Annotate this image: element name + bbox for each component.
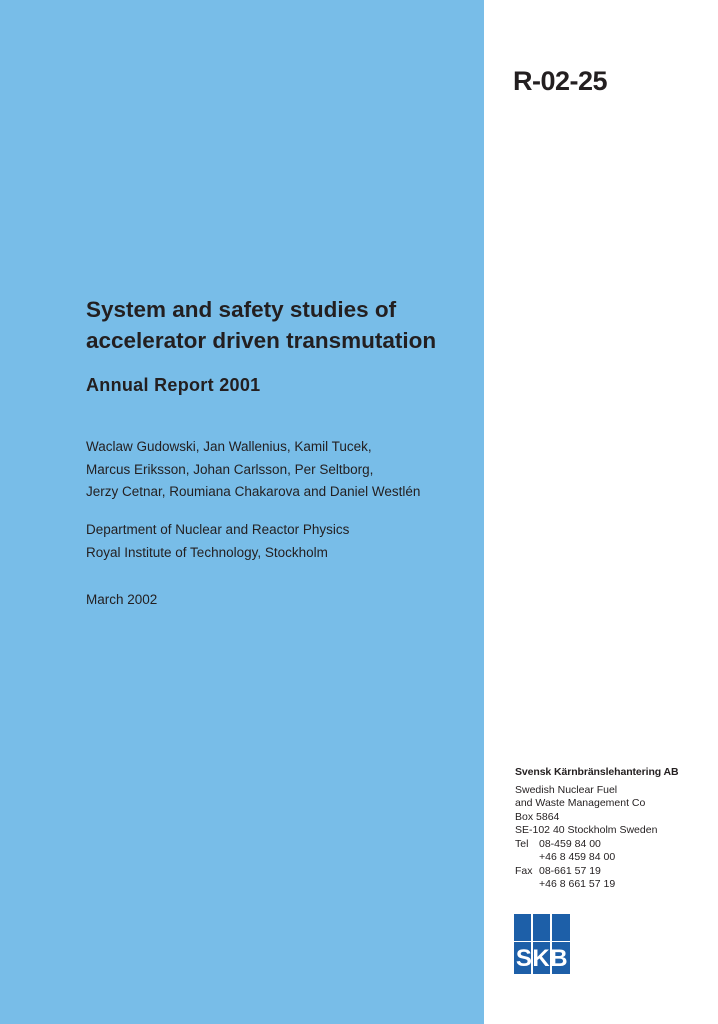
author-list [86, 436, 476, 504]
affiliation [86, 519, 349, 564]
tel-number: 08-459 84 00 [539, 837, 601, 850]
fax-row [515, 865, 679, 879]
publisher-contact-block [515, 766, 679, 892]
fax-label: Fax [515, 864, 533, 877]
report-number: R-02-25 [513, 66, 608, 96]
publisher-line: Swedish Nuclear Fuel [515, 783, 618, 796]
author-line: Waclaw Gudowski, Jan Wallenius, Kamil Tucek, [86, 439, 372, 454]
affiliation-line: Department of Nuclear and Reactor Physics [86, 522, 350, 537]
affiliation-line: Royal Institute of Technology, Stockholm [86, 544, 328, 560]
publication-date: March 2002 [86, 592, 158, 607]
tel-intl-row [515, 851, 679, 865]
author-line: Marcus Eriksson, Johan Carlsson, Per Seltborg, [86, 461, 374, 477]
skb-logo-text: SKB [515, 945, 569, 972]
tel-label: Tel [515, 837, 529, 850]
fax-intl-number: +46 8 661 57 19 [539, 878, 616, 890]
report-title [86, 294, 476, 356]
skb-logo [514, 914, 570, 974]
author-line: Jerzy Cetnar, Roumiana Chakarova and Daniel Westlén [86, 484, 421, 499]
tel-intl-number: +46 8 459 84 00 [539, 851, 616, 863]
publisher-line: Box 5864 [515, 810, 560, 823]
publisher-address: SE-102 40 Stockholm Sweden [515, 824, 658, 836]
publisher-name: Svensk Kärnbränslehantering AB [515, 766, 679, 778]
report-subtitle: Annual Report 2001 [86, 375, 261, 395]
fax-number: 08-661 57 19 [539, 864, 601, 877]
tel-row [515, 838, 679, 852]
title-line: System and safety studies of [86, 297, 397, 322]
title-line: accelerator driven transmutation [86, 328, 437, 353]
fax-intl-row [515, 878, 679, 892]
publisher-line: and Waste Management Co [515, 797, 646, 809]
